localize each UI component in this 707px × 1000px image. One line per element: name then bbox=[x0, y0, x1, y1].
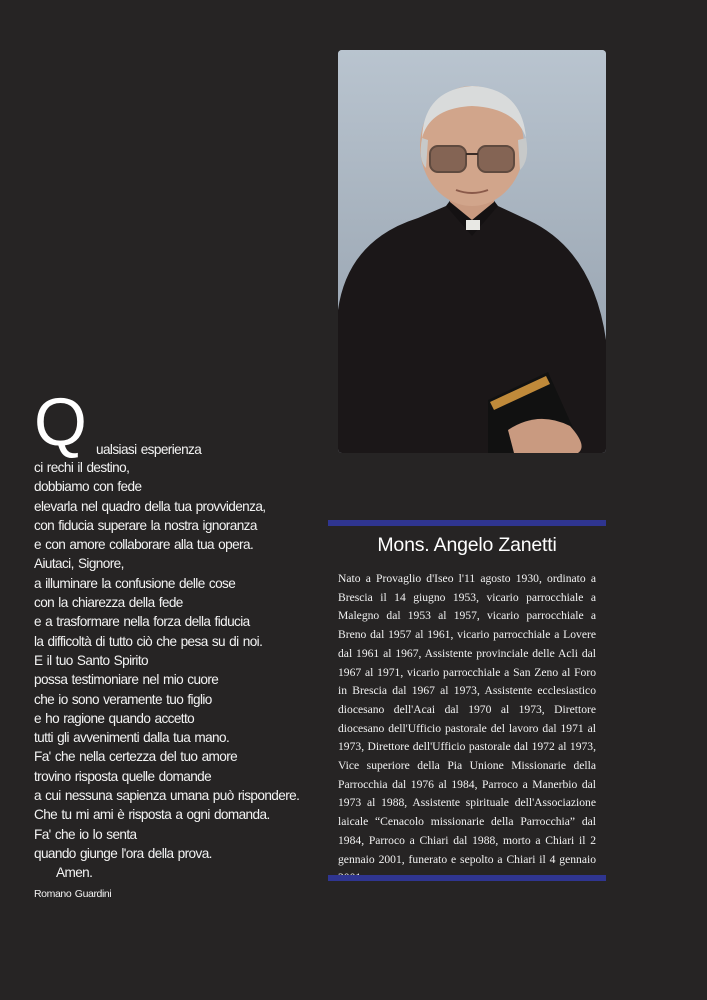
poem-first-line-text: ualsiasi esperienza bbox=[96, 442, 202, 457]
poem-line: tutti gli avvenimenti dalla tua mano. bbox=[34, 730, 230, 746]
poem-line: quando giunge l'ora della prova. bbox=[34, 845, 212, 861]
poem-line: E il tuo Santo Spirito bbox=[34, 652, 148, 668]
poem-line: la difficoltà di tutto ciò che pesa su di noi. bbox=[34, 633, 263, 649]
poem bbox=[34, 384, 324, 904]
poem-line: a cui nessuna sapienza umana può rispondere. bbox=[34, 788, 300, 804]
poem-amen: Amen. bbox=[56, 865, 93, 881]
poem-first-line bbox=[34, 384, 324, 460]
poem-line: con fiducia superare la nostra ignoranza bbox=[34, 517, 257, 533]
poem-line: Aiutaci, Signore, bbox=[34, 556, 124, 572]
poem-line: elevarla nel quadro della tua provvidenza, bbox=[34, 498, 266, 514]
poem-line: trovino risposta quelle domande bbox=[34, 768, 212, 784]
poem-line: che io sono veramente tuo figlio bbox=[34, 691, 212, 707]
top-divider-bar bbox=[328, 520, 606, 526]
poem-line: ci rechi il destino, bbox=[34, 460, 130, 475]
poem-author: Romano Guardini bbox=[34, 887, 112, 900]
drop-cap: Q bbox=[34, 384, 87, 460]
bio-text: Nato a Provaglio d'Iseo l'11 agosto 1930, ordinato a Brescia il 14 giugno 1953, vicario parrocchiale a Malegno dal 1953 al 1957, vicario parrocchiale a Breno dal 1957 al 1961, vicario parrocchiale a Lovere dal 1961 al 1967, Assistente provinciale delle Acli dal 1967 al 1971, vicario parrocchiale a San Zeno al Foro in Brescia dal 1967 al 1973, Assistente ecclesiastico diocesano dell'Acai dal 1970 al 1973, Direttore diocesano dell'Ufficio pastorale del lavoro dal 1971 al 1973, Direttore dell'Ufficio pastorale dal 1972 al 1973, Vice superiore della Pia Unione Missionarie della Parrocchia dal 1976 al 1984, Parroco a Manerbio dal 1973 al 1988, Assistente spirituale dell'Associazione laicale “Cenacolo missionarie della Parrocchia” dal 1984, Parroco a Chiari dal 1988, morto a Chiari il 2 gennaio 2001, funerato e sepolto a Chiari il 4 gennaio bbox=[338, 572, 596, 866]
poem-line: Che tu mi ami è risposta a ogni domanda. bbox=[34, 807, 270, 823]
poem-line: dobbiamo con fede bbox=[34, 479, 142, 495]
poem-line: Fa' che io lo senta bbox=[34, 826, 137, 842]
bio-title: Mons. Angelo Zanetti bbox=[377, 534, 557, 556]
poem-line: con la chiarezza della fede bbox=[34, 595, 183, 611]
portrait-icon bbox=[338, 50, 606, 453]
poem-line: e ho ragione quando accetto bbox=[34, 710, 195, 726]
portrait-photo bbox=[338, 50, 606, 453]
poem-line: e con amore collaborare alla tua opera. bbox=[34, 537, 254, 553]
poem-line: possa testimoniare nel mio cuore bbox=[34, 672, 219, 688]
poem-line: e a trasformare nella forza della fiducia bbox=[34, 614, 250, 630]
poem-line: Fa' che nella certezza del tuo amore bbox=[34, 749, 238, 765]
bottom-divider-bar bbox=[328, 875, 606, 881]
poem-line: a illuminare la confusione delle cose bbox=[34, 575, 236, 591]
